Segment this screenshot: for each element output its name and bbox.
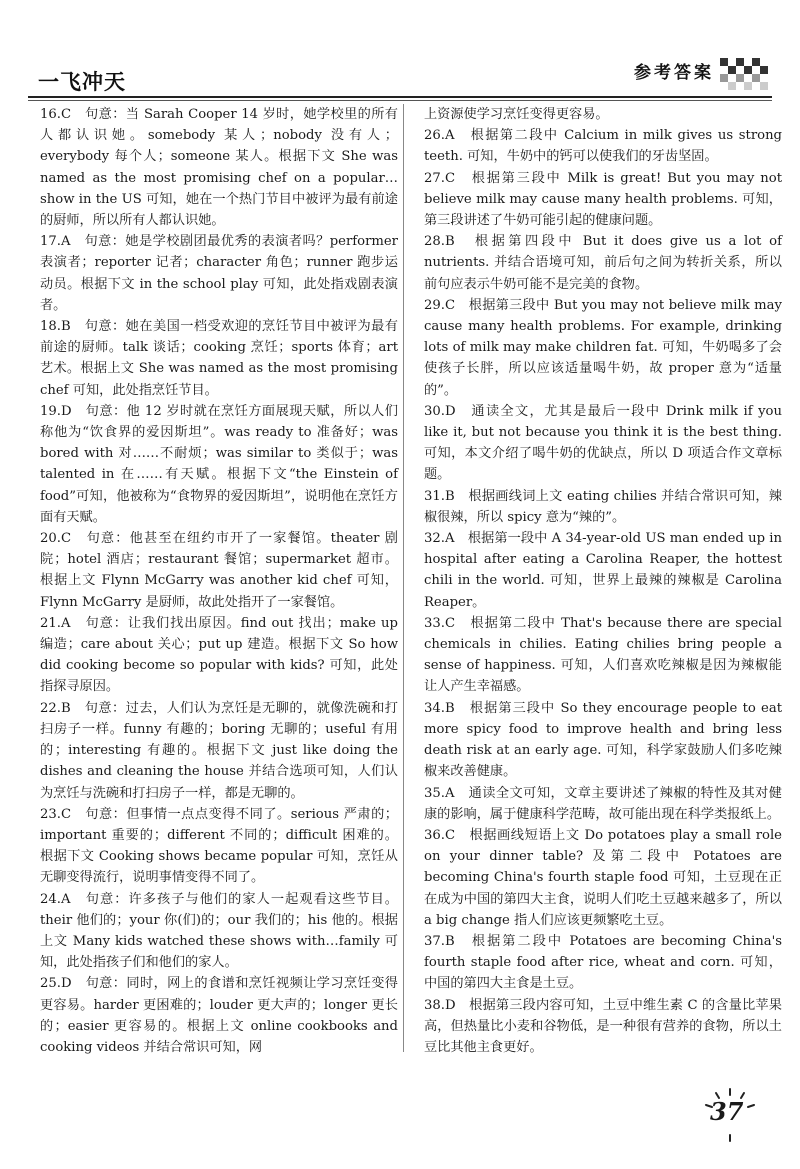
page-number-text: 37 <box>710 1097 744 1126</box>
answer-entry: 17.A 句意：她是学校剧团最优秀的表演者吗？performer 表演者；reporter 记者；character 角色；runner 跑步运动员。根据下文 in the school play 可知，此处指戏剧表演者。 <box>40 234 398 313</box>
answer-entry: 37.B 根据第二段中 Potatoes are becoming China's fourth staple food after rice, wheat and corn. 可知，中国的第四大主食是土豆。 <box>424 933 782 992</box>
answer-entry: 31.B 根据画线词上文 eating chilies 并结合常识可知，辣椒很辣，所以 spicy 意为“辣的”。 <box>424 488 782 525</box>
page-header <box>28 52 772 98</box>
answer-entry: 33.C 根据第二段中 That's because there are special chemicals in chilies. Eating chilies bring people a sense of happiness. 可知，人们喜欢吃辣椒是因为辣椒能让人产生幸福感。 <box>424 615 782 695</box>
answer-entry: 19.D 句意：他 12 岁时就在烹饪方面展现天赋，所以人们称他为“饮食界的爱因斯坦”。was ready to 准备好；was bored with 对……不耐烦；was similar to 类似于；was talented in 在……有天赋。根据下文“the Einstein of food”可知，他被称为“食物界的爱因斯坦”，说明他在烹饪方面有天赋。 <box>40 403 398 525</box>
answer-entry: 38.D 根据第三段内容可知，土豆中维生素 C 的含量比苹果高，但热量比小麦和谷物低，是一种很有营养的食物，所以土豆比其他主食更好。 <box>424 997 782 1055</box>
answer-entry: 36.C 根据画线短语上文 Do potatoes play a small role on your dinner table? 及第二段中 Potatoes are becoming China's fourth staple food 可知，土豆现在正在成为中国的第四大主食，说明人们吃土豆越来越多了，所以 a big change 指人们应该更频繁吃土豆。 <box>424 827 782 928</box>
answer-entry: 21.A 句意：让我们找出原因。find out 找出；make up 编造；care about 关心；put up 建造。根据下文 So how did cooking become so popular with kids? 可知，此处指探寻原因。 <box>40 615 398 695</box>
answer-column-left <box>40 104 398 1058</box>
answer-entry: 24.A 句意：许多孩子与他们的家人一起观看这些节目。their 他们的；your 你(们)的；our 我们的；his 他的。根据上文 Many kids watched these shows with…family 可知，此处指孩子们和他们的家人。 <box>40 891 398 971</box>
answer-entry: 20.C 句意：他甚至在纽约市开了一家餐馆。theater 剧院；hotel 酒店；restaurant 餐馆；supermarket 超市。根据上文 Flynn McGarry was another kid chef 可知，Flynn McGarry 是厨师，故此处指开了一家餐馆。 <box>40 531 398 610</box>
answer-entry: 25.D 句意：同时，网上的食谱和烹饪视频让学习烹饪变得更容易。harder 更困难的；louder 更大声的；longer 更长的；easier 更容易的。根据上文 online cookbooks and cooking videos 并结合常识可知，网 <box>40 976 398 1055</box>
answer-entry: 26.A 根据第二段中 Calcium in milk gives us strong teeth. 可知，牛奶中的钙可以使我们的牙齿坚固。 <box>424 128 782 165</box>
answer-entry: 34.B 根据第三段中 So they encourage people to eat more spicy food to improve health and bring less death risk at an early age. 可知，科学家鼓励人们多吃辣椒来改善健康。 <box>424 700 782 780</box>
answer-entry: 22.B 句意：过去，人们认为烹饪是无聊的，就像洗碗和打扫房子一样。funny 有趣的；boring 无聊的；useful 有用的；interesting 有趣的。根据下文 just like doing the dishes and cleaning the house 并结合选项可知，人们认为烹饪与洗碗和打扫房子一样，都是无聊的。 <box>40 700 398 801</box>
answer-entry: 32.A 根据第一段中 A 34-year-old US man ended up in hospital after eating a Carolina Reaper, the hottest chili in the world. 可知，世界上最辣的辣椒是 Carolina Reaper。 <box>424 531 782 610</box>
answer-entry: 35.A 通读全文可知，文章主要讲述了辣椒的特性及其对健康的影响，属于健康科学范畴，故可能出现在科学类报纸上。 <box>424 785 782 822</box>
answer-entry: 16.C 句意：当 Sarah Cooper 14 岁时，她学校里的所有人都认识她。somebody 某人；nobody 没有人；everybody 每个人；someone 某人。根据下文 She was named as the most promising chef on a popular…show in the US 可知，她在一个热门节目中被评为最有前途的厨师，所以所有人都认识她。 <box>40 107 398 229</box>
column-divider <box>403 104 404 1052</box>
header-rule <box>28 96 772 98</box>
checker-decoration-icon <box>720 58 772 90</box>
page-number <box>700 1085 760 1145</box>
answer-entry: 上资源使学习烹饪变得更容易。 <box>424 107 609 122</box>
answer-entry: 30.D 通读全文，尤其是最后一段中 Drink milk if you like it, but not because you think it is the best thing. 可知，本文介绍了喝牛奶的优缺点，所以 D 项适合作文章标题。 <box>424 403 782 483</box>
header-rule-thin <box>28 100 772 101</box>
answer-entry: 23.C 句意：但事情一点点变得不同了。serious 严肃的；important 重要的；different 不同的；difficult 困难的。根据下文 Cooking shows became popular 可知，烹饪从无聊变得流行，说明事情变得不同了。 <box>40 806 398 886</box>
answer-entry: 29.C 根据第三段中 But you may not believe milk may cause many health problems. For example, drinking lots of milk may make children fat. 可知，牛奶喝多了会使孩子长胖，所以应该适量喝牛奶，故 proper 意为“适量的”。 <box>424 297 782 398</box>
answer-column-right <box>424 104 782 1058</box>
answer-entry: 18.B 句意：她在美国一档受欢迎的烹饪节目中被评为最有前途的厨师。talk 谈话；cooking 烹饪；sports 体育；art 艺术。根据上文 She was named as the most promising chef 可知，此处指烹饪节目。 <box>40 319 398 398</box>
answer-entry: 27.C 根据第三段中 Milk is great! But you may not believe milk may cause many health problems. 可知，第三段讲述了牛奶可能引起的健康问题。 <box>424 170 782 229</box>
brand-logo: 一飞冲天 <box>38 70 126 94</box>
section-title: 参考答案 <box>634 63 714 83</box>
answer-entry: 28.B 根据第四段中 But it does give us a lot of nutrients. 并结合语境可知，前后句之间为转折关系，所以前句应表示牛奶可能不是完美的食物。 <box>424 234 782 292</box>
